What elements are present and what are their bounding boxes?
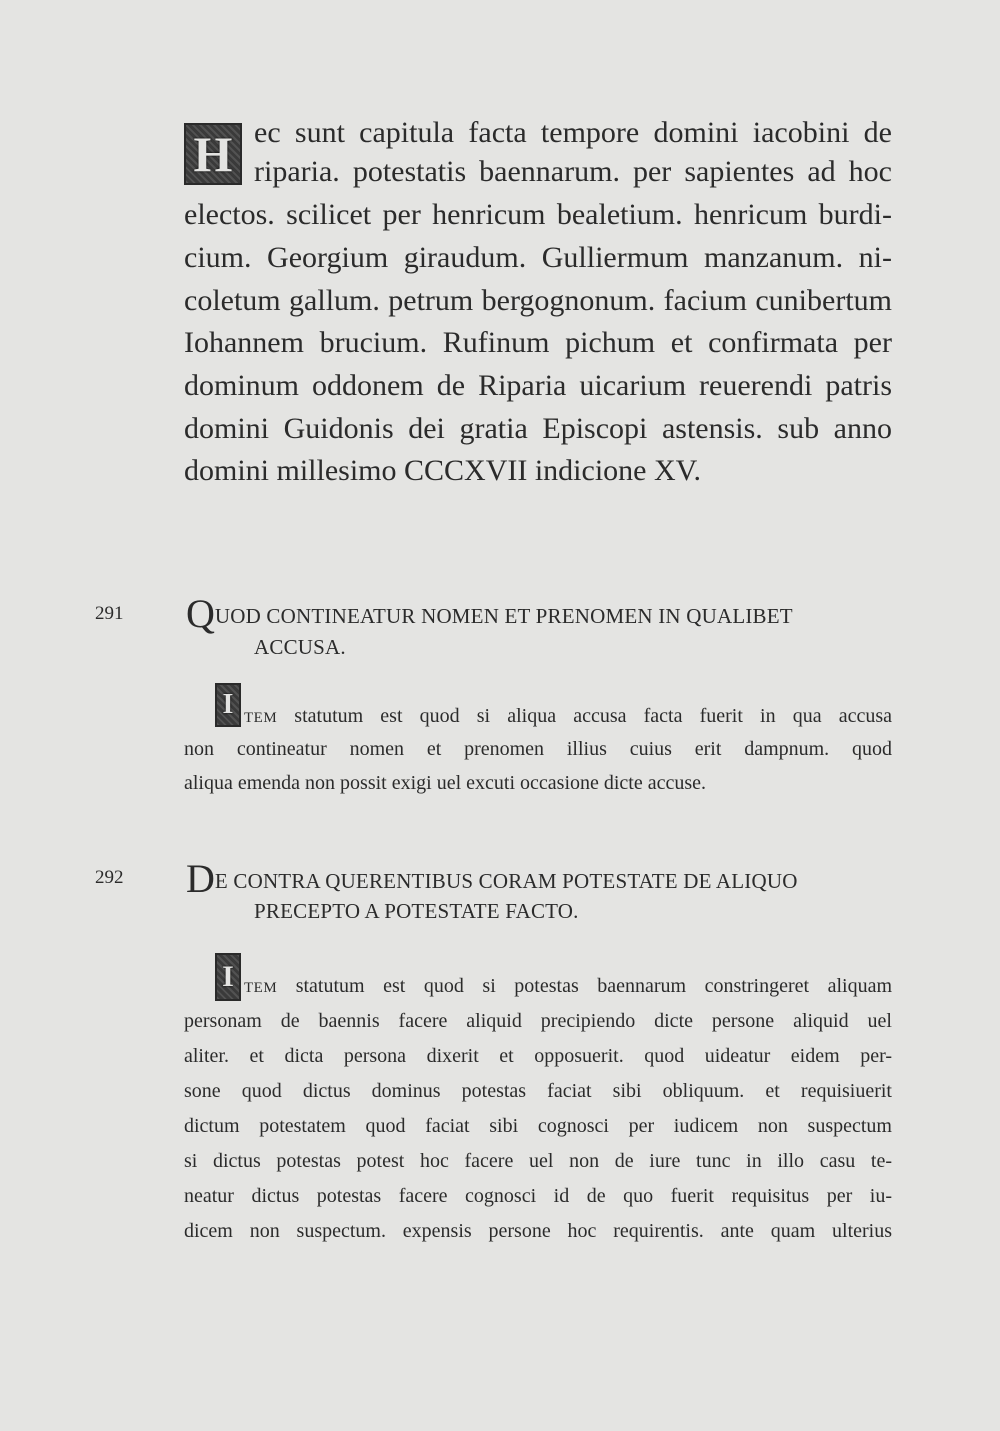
body-line: sone quod dictus dominus potestas faciat sibi obliquum. et requisiuerit: [184, 1080, 892, 1102]
section-dropcap: I: [215, 953, 241, 1001]
first-line-text: statutum est quod si aliqua accusa facta fuerit in qua accusa: [294, 705, 893, 727]
heading-text: UOD CONTINEATUR NOMEN ET PRENOMEN IN QUALIBET: [214, 604, 793, 628]
body-line: aliter. et dicta persona dixerit et opposuerit. quod uideatur eidem per-: [184, 1045, 892, 1067]
intro-line: dominum oddonem de Riparia uicarium reuerendi patris: [184, 369, 892, 402]
heading-text: E CONTRA QUERENTIBUS CORAM POTESTATE DE ALIQUO: [214, 869, 798, 893]
intro-line: domini millesimo CCCXVII indicione XV.: [184, 454, 701, 487]
intro-line: coletum gallum. petrum bergognonum. facium cunibertum: [184, 284, 892, 317]
body-line: dictum potestatem quod faciat sibi cognosci per iudicem non suspectum: [184, 1115, 892, 1137]
section-heading-cont: PRECEPTO A POTESTATE FACTO.: [254, 899, 579, 923]
body-line: [244, 969, 892, 1003]
body-line: aliqua emenda non possit exigi uel excuti occasione dicte accuse.: [184, 772, 707, 794]
first-word: TEM: [244, 980, 278, 996]
heading-initial: Q: [186, 591, 215, 636]
body-line: neatur dictus potestas facere cognosci id de quo fuerit requisitus per iu-: [184, 1185, 892, 1207]
section-number: 292: [95, 867, 124, 888]
intro-line: cium. Georgium giraudum. Gulliermum manzanum. ni-: [184, 241, 892, 274]
intro-dropcap: H: [184, 123, 242, 185]
heading-initial: D: [186, 856, 215, 901]
section-heading-cont: ACCUSA.: [254, 635, 346, 659]
intro-line: electos. scilicet per henricum bealetium. henricum burdi-: [184, 198, 892, 231]
first-line-text: statutum est quod si potestas baennarum constringeret aliquam: [295, 975, 893, 997]
body-line: dicem non suspectum. expensis persone hoc requirentis. ante quam ulterius: [184, 1220, 892, 1242]
intro-line: Iohannem brucium. Rufinum pichum et confirmata per: [184, 326, 892, 359]
intro-line: ec sunt capitula facta tempore domini iacobini de: [254, 116, 892, 149]
section-number: 291: [95, 603, 124, 624]
body-line: non contineatur nomen et prenomen illius cuius erit dampnum. quod: [184, 738, 892, 760]
section-heading: [186, 855, 798, 902]
first-word: TEM: [244, 710, 278, 726]
section-dropcap: I: [215, 683, 241, 727]
body-line: personam de baennis facere aliquid precipiendo dicte persone aliquid uel: [184, 1010, 892, 1032]
body-line: si dictus potestas potest hoc facere uel non de iure tunc in illo casu te-: [184, 1150, 892, 1172]
intro-line: riparia. potestatis baennarum. per sapientes ad hoc: [254, 155, 892, 188]
intro-line: domini Guidonis dei gratia Episcopi astensis. sub anno: [184, 412, 892, 445]
section-heading: [186, 590, 793, 637]
body-line: [244, 699, 892, 733]
